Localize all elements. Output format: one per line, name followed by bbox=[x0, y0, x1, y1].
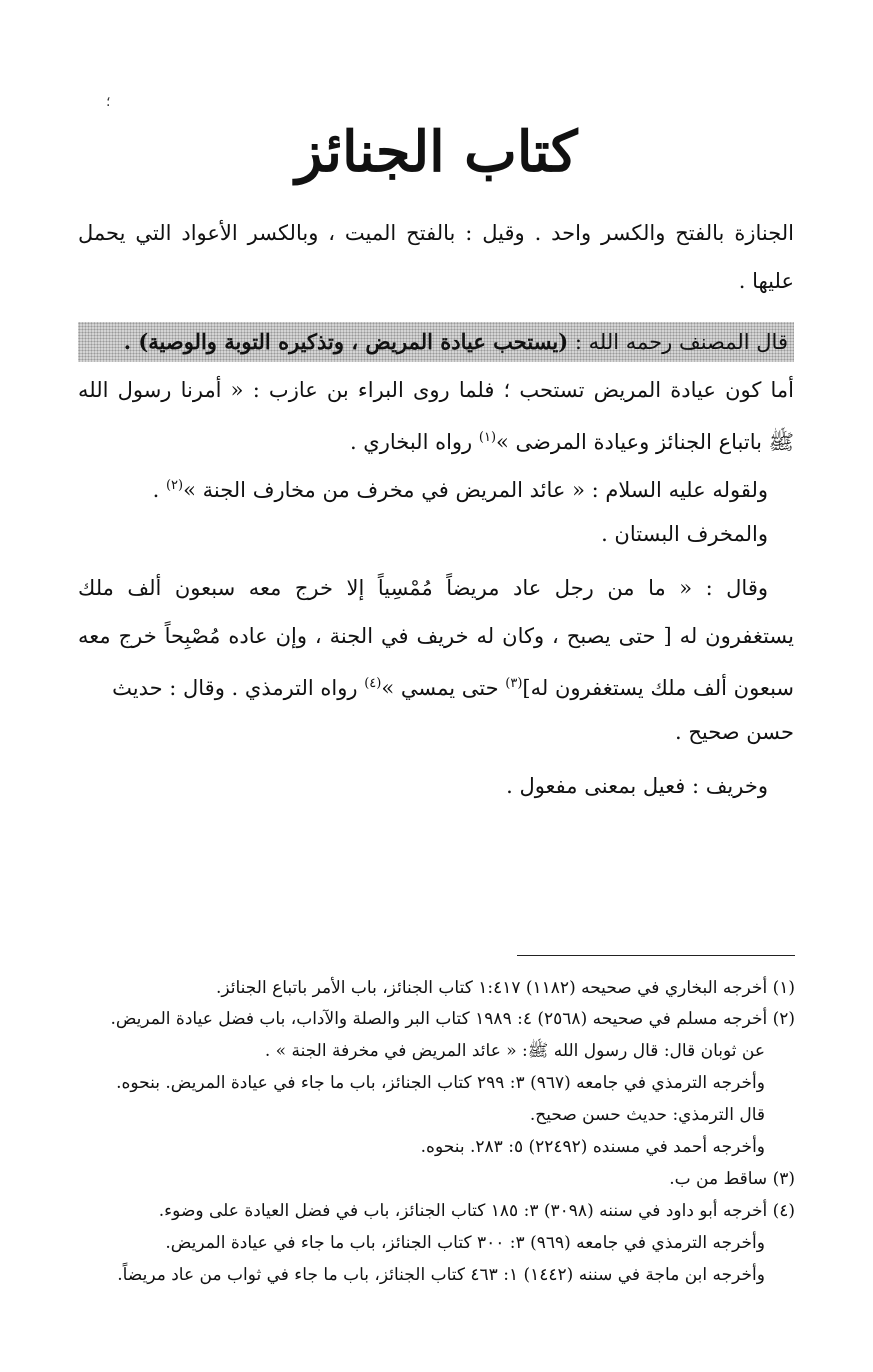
footnote-2-line-5: وأخرجه أحمد في مسنده (٢٢٤٩٢) ٥: ٢٨٣. بنحوه. bbox=[420, 1137, 765, 1157]
paragraph-4-line-2: يستغفرون له [ حتى يصبح ، وكان له خريف في الجنة ، وإن عاده مُصْبِحاً خرج معه bbox=[78, 624, 794, 648]
footnote-4-line-2: وأخرجه الترمذي في جامعه (٩٦٩) ٣: ٣٠٠ كتاب الجنائز، باب ما جاء في عيادة المريض. bbox=[165, 1233, 765, 1253]
footnote-ref-2[interactable]: (٢) bbox=[165, 478, 184, 493]
corner-mark: ؛ bbox=[106, 94, 111, 110]
footnote-ref-1[interactable]: (١) bbox=[478, 430, 497, 445]
heading-quote: (يستحب عيادة المريض ، وتذكيره التوبة والوصية) . bbox=[123, 329, 569, 354]
text-run: ولقوله عليه السلام : « عائد المريض في مخرف من مخارف الجنة » bbox=[183, 478, 768, 502]
paragraph-4-line-3 bbox=[112, 669, 794, 703]
paragraph-3: والمخرف البستان . bbox=[601, 522, 768, 546]
intro-line-2: عليها . bbox=[738, 269, 794, 293]
footnote-2-line-4: قال الترمذي: حديث حسن صحيح. bbox=[529, 1105, 765, 1125]
footnote-2-line-2: عن ثوبان قال: قال رسول الله ﷺ: « عائد المريض في مخرفة الجنة » . bbox=[264, 1041, 765, 1061]
chapter-title: كتاب الجنائز bbox=[295, 119, 578, 185]
main-text bbox=[78, 375, 794, 815]
footnote-4: (٤) أخرجه أبو داود في سننه (٣٠٩٨) ٣: ١٨٥ كتاب الجنائز، باب في فضل العيادة على وضوء. bbox=[158, 1201, 795, 1221]
footnote-2: (٢) أخرجه مسلم في صحيحه (٢٥٦٨) ٤: ١٩٨٩ كتاب البر والصلة والآداب، باب فضل عيادة المريض. bbox=[110, 1009, 795, 1029]
section-heading-text bbox=[124, 327, 788, 357]
heading-prefix: قال المصنف رحمه الله : bbox=[568, 330, 788, 354]
text-run: رواه الترمذي . وقال : حديث bbox=[112, 676, 365, 700]
text-run: حتى يمسي » bbox=[381, 676, 506, 700]
intro-line-1: الجنازة بالفتح والكسر واحد . وقيل : بالفتح الميت ، وبالكسر الأعواد التي يحمل bbox=[78, 221, 794, 245]
paragraph-1-line-2 bbox=[350, 423, 794, 457]
footnote-2-line-3: وأخرجه الترمذي في جامعه (٩٦٧) ٣: ٢٩٩ كتاب الجنائز، باب ما جاء في عيادة المريض. بنحوه. bbox=[116, 1073, 765, 1093]
footnote-ref-3[interactable]: (٣) bbox=[505, 676, 523, 691]
paragraph-2 bbox=[153, 471, 768, 505]
paragraph-1-line-1: أما كون عيادة المريض تستحب ؛ فلما روى البراء بن عازب : « أمرنا رسول الله bbox=[78, 378, 794, 402]
section-heading bbox=[78, 322, 794, 362]
paragraph-4-line-4: حسن صحيح . bbox=[674, 720, 794, 744]
footnote-1: (١) أخرجه البخاري في صحيحه (١١٨٢) ١:٤١٧ كتاب الجنائز، باب الأمر باتباع الجنائز. bbox=[215, 978, 795, 998]
footnote-4-line-3: وأخرجه ابن ماجة في سننه (١٤٤٢) ١: ٤٦٣ كتاب الجنائز، باب ما جاء في ثواب من عاد مريضاً. bbox=[117, 1265, 765, 1285]
footnote-separator bbox=[517, 955, 795, 956]
text-run: سبعون ألف ملك يستغفرون له] bbox=[522, 676, 794, 700]
footnote-3: (٣) ساقط من ب. bbox=[669, 1169, 795, 1189]
text-run: . bbox=[152, 478, 166, 502]
paragraph-4-line-1: وقال : « ما من رجل عاد مريضاً مُمْسِياً إلا خرج معه سبعون ألف ملك bbox=[78, 576, 768, 600]
text-run: رواه البخاري . bbox=[349, 430, 479, 454]
paragraph-5: وخريف : فعيل بمعنى مفعول . bbox=[506, 774, 768, 798]
intro-paragraph bbox=[78, 218, 794, 298]
footnote-ref-4[interactable]: (٤) bbox=[364, 676, 382, 691]
text-run: ﷺ باتباع الجنائز وعيادة المرضى » bbox=[496, 430, 794, 454]
